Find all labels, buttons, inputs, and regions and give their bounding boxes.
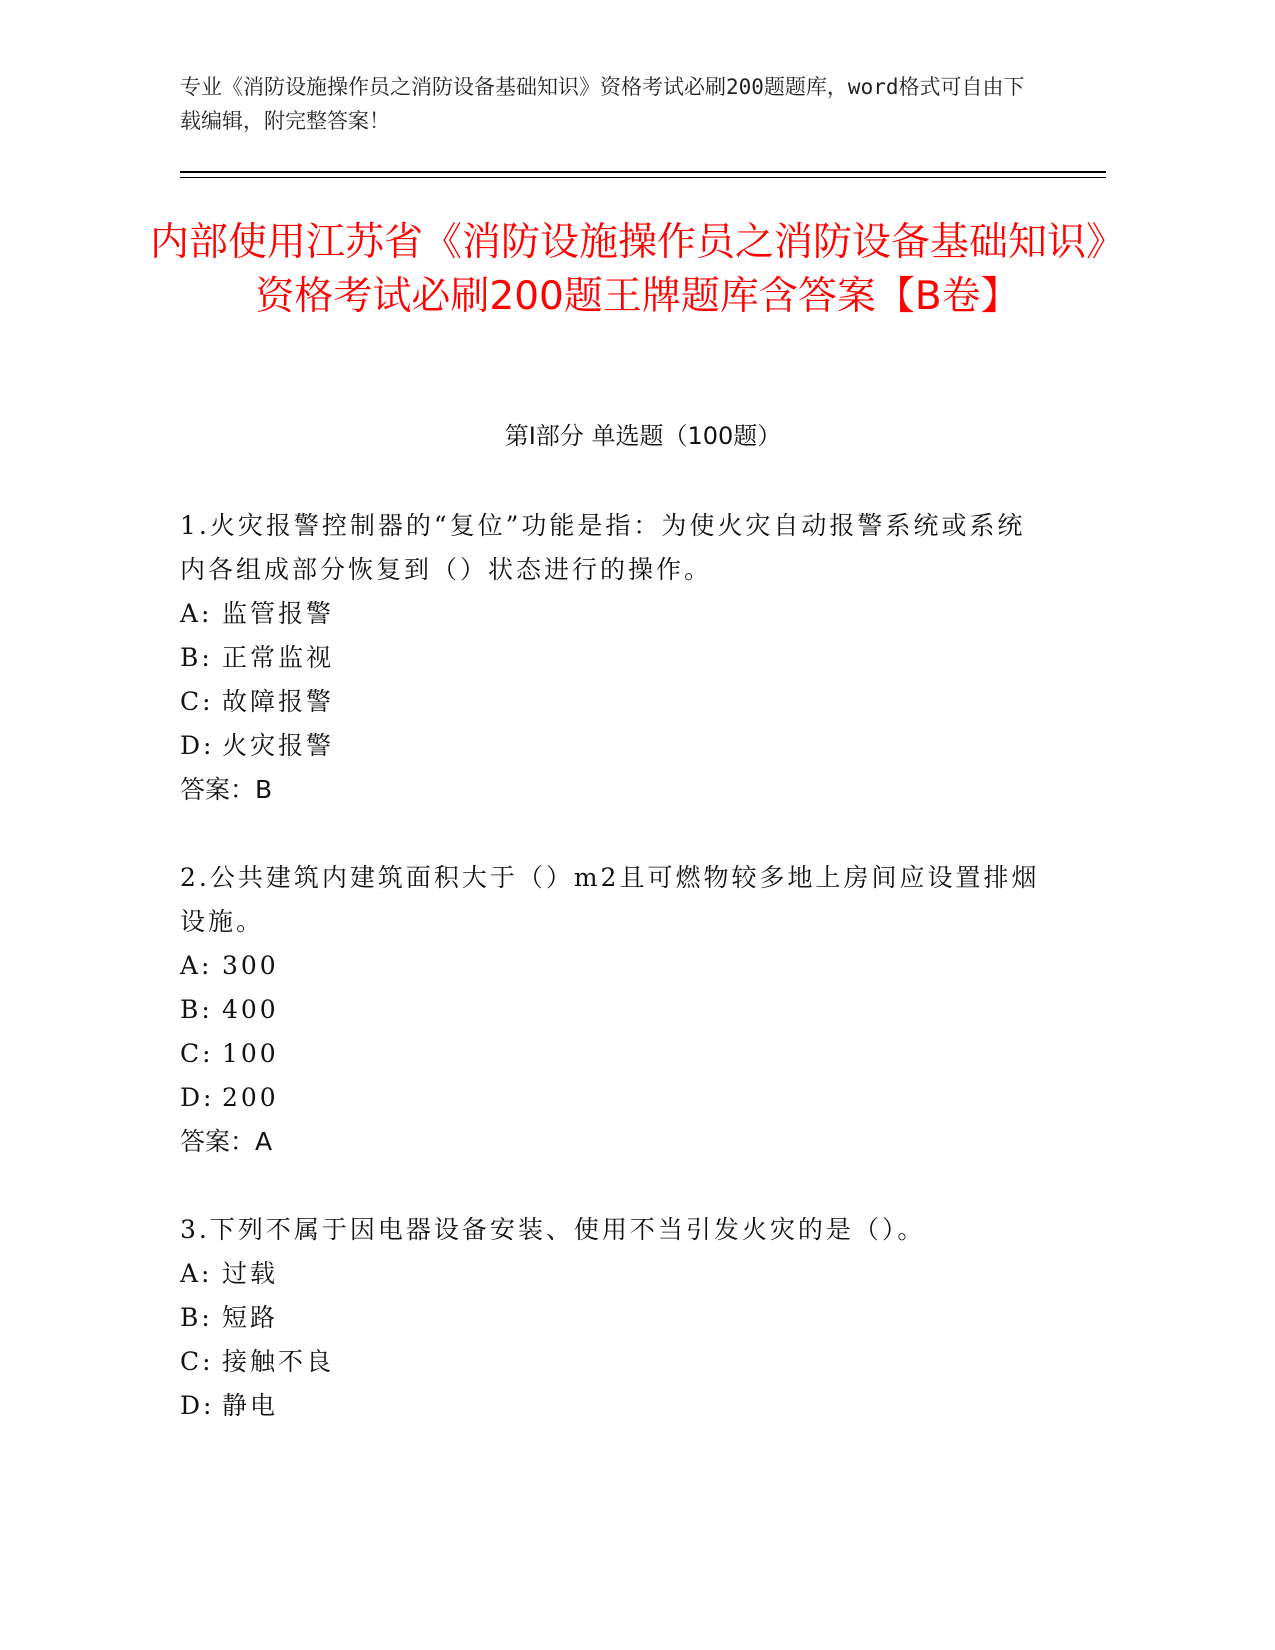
- option-key: A:: [180, 951, 213, 980]
- option-text: 静电: [222, 1391, 279, 1420]
- option-key: C:: [180, 1347, 214, 1376]
- option-b: [180, 988, 1050, 1032]
- header-rule-thick: [180, 171, 1106, 173]
- option-text: 400: [222, 995, 279, 1024]
- option-text: 200: [222, 1083, 279, 1112]
- option-key: D:: [180, 731, 215, 760]
- option-text: 300: [222, 951, 279, 980]
- question-2: [180, 856, 1050, 1164]
- option-key: A:: [180, 1259, 213, 1288]
- option-b: [180, 636, 1050, 680]
- option-b: [180, 1296, 1050, 1340]
- question-1: [180, 504, 1050, 812]
- option-key: B:: [180, 1303, 213, 1332]
- option-key: C:: [180, 1039, 214, 1068]
- option-key: C:: [180, 687, 214, 716]
- option-c: [180, 1032, 1050, 1076]
- option-text: 火灾报警: [222, 731, 335, 760]
- option-key: A:: [180, 599, 213, 628]
- option-text: 短路: [222, 1303, 279, 1332]
- section-heading: 第I部分 单选题（100题）: [504, 422, 782, 450]
- option-a: [180, 1252, 1050, 1296]
- question-stem: 1.火灾报警控制器的“复位”功能是指：为使火灾自动报警系统或系统内各组成部分恢复到（）状态进行的操作。: [180, 511, 1026, 584]
- question-3: [180, 1208, 1050, 1428]
- option-text: 100: [222, 1039, 279, 1068]
- option-text: 正常监视: [222, 643, 335, 672]
- option-a: [180, 944, 1050, 988]
- option-d: [180, 1384, 1050, 1428]
- answer-line: 答案：B: [180, 775, 273, 804]
- option-text: 监管报警: [222, 599, 335, 628]
- option-text: 接触不良: [222, 1347, 335, 1376]
- header-note: 专业《消防设施操作员之消防设备基础知识》资格考试必刷200题题库，word格式可自由下载编辑，附完整答案！: [180, 75, 1025, 133]
- option-d: [180, 1076, 1050, 1120]
- option-d: [180, 724, 1050, 768]
- question-list: [180, 504, 1050, 1472]
- option-key: B:: [180, 643, 213, 672]
- answer-line: 答案：A: [180, 1127, 273, 1156]
- option-text: 故障报警: [222, 687, 335, 716]
- option-key: D:: [180, 1083, 215, 1112]
- option-key: D:: [180, 1391, 215, 1420]
- question-stem: 3.下列不属于因电器设备安装、使用不当引发火灾的是（）。: [180, 1215, 926, 1244]
- option-c: [180, 680, 1050, 724]
- option-key: B:: [180, 995, 213, 1024]
- header-rule-thin: [180, 177, 1106, 178]
- option-a: [180, 592, 1050, 636]
- question-stem: 2.公共建筑内建筑面积大于（）m2且可燃物较多地上房间应设置排烟设施。: [180, 863, 1040, 936]
- document-title: 内部使用江苏省《消防设施操作员之消防设备基础知识》资格考试必刷200题王牌题库含答案【B卷】: [150, 220, 1126, 319]
- option-c: [180, 1340, 1050, 1384]
- option-text: 过载: [222, 1259, 279, 1288]
